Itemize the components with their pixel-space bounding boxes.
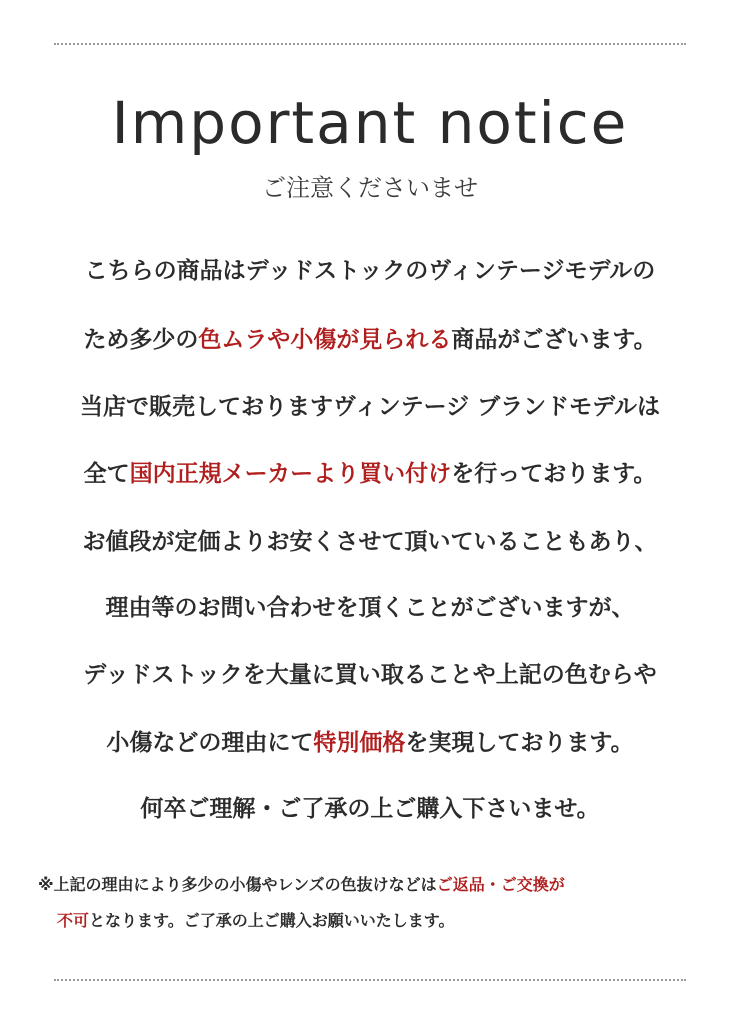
footnote-text: ※上記の理由により多少の小傷やレンズの色抜けなどは [38, 875, 437, 894]
body-line-6 [0, 591, 740, 625]
body-text: 当店で販売しておりますヴィンテージ ブランドモデルは [79, 394, 661, 420]
body-line-4 [0, 457, 740, 491]
body-line-2 [0, 323, 740, 357]
body-line-9 [0, 792, 740, 826]
body-text: 何卒ご理解・ご了承の上ご購入下さいませ。 [140, 796, 600, 822]
body-text: こちらの商品はデッドストックのヴィンテージモデルの [84, 258, 656, 284]
footnote-highlight: ご返品・ご交換が [436, 875, 565, 894]
top-dotted-divider [54, 43, 686, 45]
highlight-text: 色ムラや小傷が見られる [198, 327, 452, 353]
body-text: 全て [83, 461, 130, 487]
bottom-dotted-divider [54, 979, 686, 981]
body-text: 小傷などの理由にて [106, 730, 314, 756]
page-title: Important notice [111, 89, 629, 157]
footnote-line-2 [57, 909, 454, 933]
body-line-7 [0, 658, 740, 692]
footnote-text: となります。ご了承の上ご購入お願いいたします。 [89, 911, 455, 930]
body-text: 理由等のお問い合わせを頂くことがございますが、 [105, 595, 635, 621]
footnote-highlight: 不可 [57, 911, 90, 930]
body-line-3 [0, 390, 740, 424]
highlight-text: 国内正規メーカーより買い付け [129, 461, 452, 487]
body-line-1 [0, 254, 740, 288]
page-subtitle: ご注意くださいませ [262, 174, 478, 202]
footnote-line-1 [38, 873, 565, 897]
highlight-text: 特別価格 [313, 730, 406, 756]
body-text: お値段が定価よりお安くさせて頂いていることもあり、 [82, 529, 658, 555]
body-text: を行っております。 [451, 461, 657, 487]
body-line-8 [0, 726, 740, 760]
body-text: デッドストックを大量に買い取ることや上記の色むらや [83, 662, 657, 688]
body-text: ため多少の [83, 327, 199, 353]
body-text: を実現しております。 [405, 730, 634, 756]
body-text: 商品がございます。 [451, 327, 657, 353]
body-line-5 [0, 525, 740, 559]
